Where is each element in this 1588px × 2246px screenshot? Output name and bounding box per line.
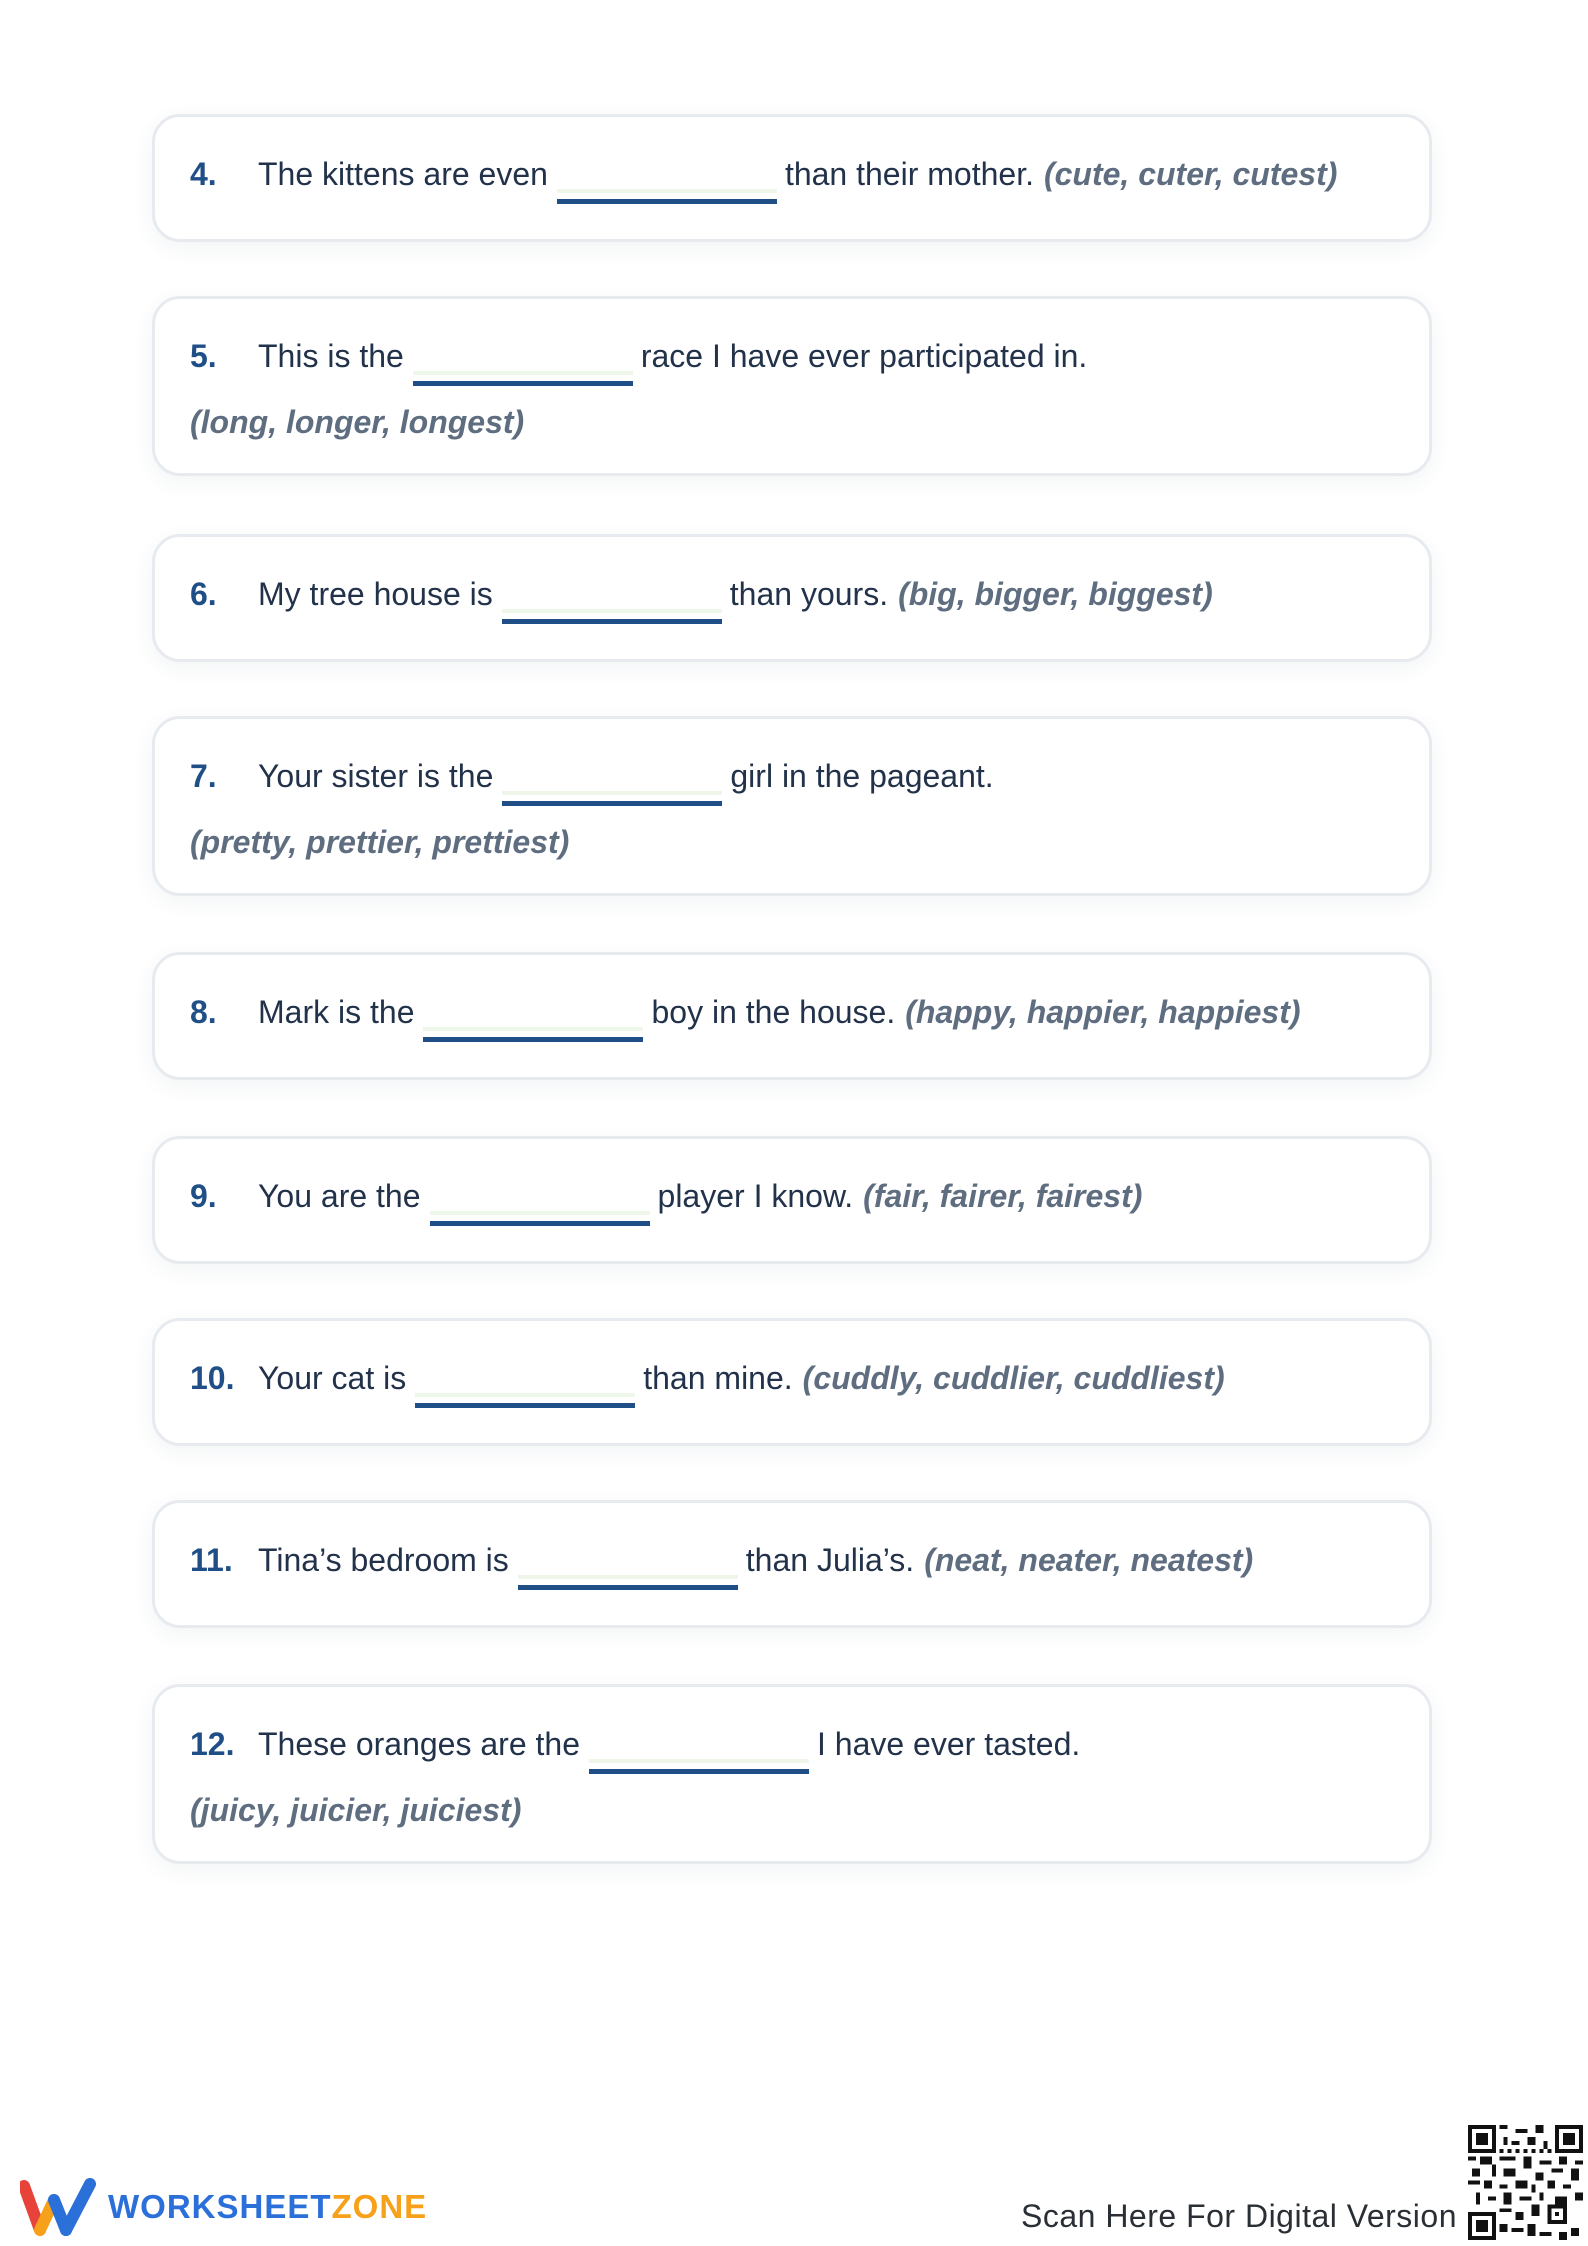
sentence-start: The kittens are even (258, 155, 548, 192)
answer-blank[interactable] (413, 325, 633, 387)
adjective-options: (juicy, juicier, juiciest) (190, 1791, 522, 1828)
question-card-4 (152, 114, 1432, 242)
question-card-6 (152, 534, 1432, 662)
hint-line (190, 397, 524, 447)
sentence-start: Your cat is (258, 1359, 407, 1396)
answer-blank[interactable] (430, 1165, 650, 1227)
worksheetzone-logo[interactable] (20, 2178, 427, 2236)
question-number: 4. (190, 155, 217, 192)
question-line (190, 745, 994, 807)
question-card-7 (152, 716, 1432, 896)
question-card-5 (152, 296, 1432, 476)
question-line (190, 1165, 1142, 1227)
question-line (190, 563, 1213, 625)
sentence-start: Mark is the (258, 993, 415, 1030)
question-card-8 (152, 952, 1432, 1080)
adjective-options: (neat, neater, neatest) (924, 1541, 1254, 1578)
sentence-start: Tina’s bedroom is (258, 1541, 509, 1578)
adjective-options: (pretty, prettier, prettiest) (190, 823, 570, 860)
question-line (190, 325, 1087, 387)
hint-line (190, 1785, 521, 1835)
adjective-options: (long, longer, longest) (190, 403, 525, 440)
adjective-options: (cute, cuter, cutest) (1043, 155, 1338, 192)
sentence-start: Your sister is the (258, 757, 494, 794)
sentence-end: race I have ever participated in. (640, 337, 1088, 374)
hint-line (190, 817, 569, 867)
sentence-start: You are the (258, 1177, 421, 1214)
answer-blank[interactable] (423, 981, 643, 1043)
question-number: 5. (190, 337, 217, 374)
question-number: 6. (190, 575, 217, 612)
answer-blank[interactable] (502, 563, 722, 625)
brand-name-part1: WORKSHEET (108, 2188, 332, 2225)
sentence-end: I have ever tasted. (816, 1725, 1081, 1762)
question-line (190, 1529, 1253, 1591)
answer-blank[interactable] (557, 143, 777, 205)
sentence-end: boy in the house. (651, 993, 896, 1030)
sentence-end: than mine. (643, 1359, 793, 1396)
question-number: 8. (190, 993, 217, 1030)
question-number: 12. (190, 1725, 235, 1762)
sentence-end: player I know. (657, 1177, 854, 1214)
adjective-options: (big, bigger, biggest) (898, 575, 1213, 612)
adjective-options: (fair, fairer, fairest) (863, 1177, 1143, 1214)
adjective-options: (cuddly, cuddlier, cuddliest) (802, 1359, 1225, 1396)
question-line (190, 981, 1301, 1043)
question-line (190, 1347, 1225, 1409)
question-number: 7. (190, 757, 217, 794)
answer-blank[interactable] (589, 1713, 809, 1775)
adjective-options: (happy, happier, happiest) (905, 993, 1301, 1030)
question-card-12 (152, 1684, 1432, 1864)
question-number: 9. (190, 1177, 217, 1214)
scan-instruction: Scan Here For Digital Version (1020, 2198, 1457, 2234)
answer-blank[interactable] (415, 1347, 635, 1409)
question-card-11 (152, 1500, 1432, 1628)
sentence-end: girl in the pageant. (730, 757, 994, 794)
question-card-9 (152, 1136, 1432, 1264)
sentence-start: This is the (258, 337, 404, 374)
question-card-10 (152, 1318, 1432, 1446)
answer-blank[interactable] (502, 745, 722, 807)
answer-blank[interactable] (518, 1529, 738, 1591)
sentence-end: than their mother. (784, 155, 1034, 192)
sentence-start: These oranges are the (258, 1725, 580, 1762)
question-line (190, 1713, 1080, 1775)
sentence-start: My tree house is (258, 575, 493, 612)
brand-name (108, 2188, 427, 2226)
brand-name-part2: ZONE (331, 2188, 428, 2225)
question-number: 10. (190, 1359, 235, 1396)
question-line (190, 143, 1337, 205)
sentence-end: than yours. (729, 575, 889, 612)
worksheetzone-w-logo-icon (20, 2178, 96, 2236)
qr-code-icon[interactable] (1468, 2125, 1583, 2240)
sentence-end: than Julia’s. (745, 1541, 915, 1578)
question-number: 11. (190, 1541, 233, 1578)
